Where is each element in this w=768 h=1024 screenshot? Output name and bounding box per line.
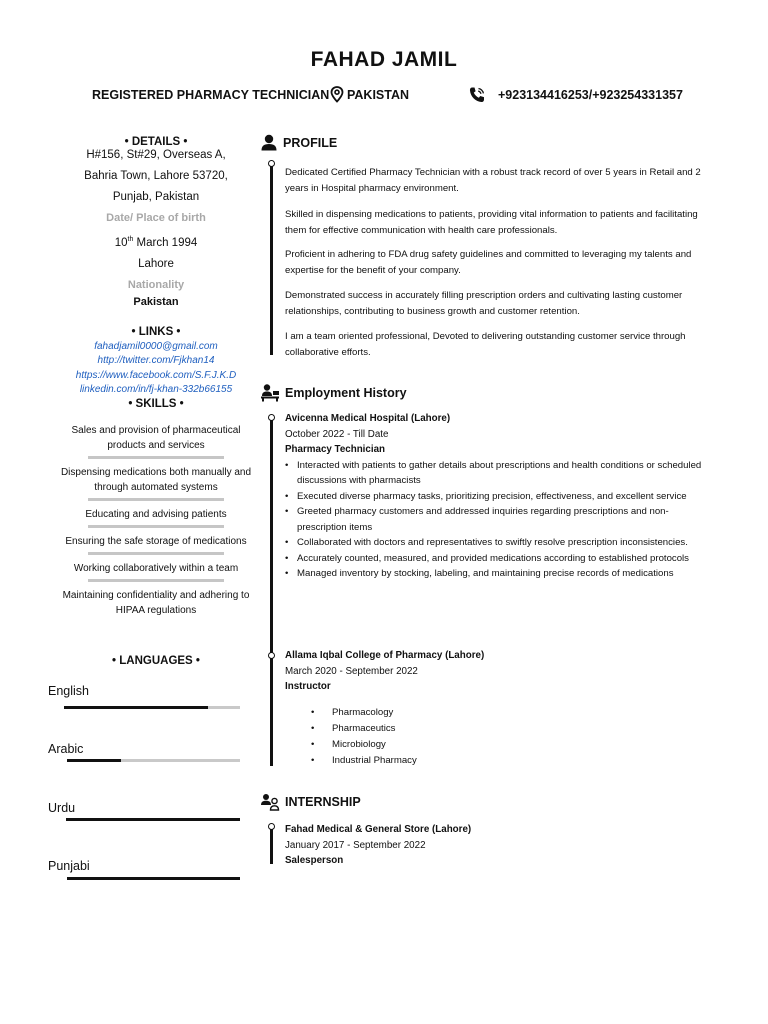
job-bullet: • Executed diverse pharmacy tasks, prioritizing precision, effectiveness, and excellent service xyxy=(285,489,705,505)
employer: Fahad Medical & General Store (Lahore) xyxy=(285,824,472,835)
language-level-fill xyxy=(66,818,240,821)
team-icon xyxy=(260,793,280,811)
job-bullet: • Industrial Pharmacy xyxy=(311,753,715,769)
profile-text xyxy=(285,165,715,360)
phone xyxy=(468,86,683,104)
skill-divider xyxy=(88,579,224,582)
skill-divider xyxy=(88,525,224,528)
timeline-line xyxy=(270,826,273,864)
job-bullet: • Managed inventory by stocking, labeling, and maintaining precise records of medications xyxy=(285,566,705,582)
job-bullet: • Accurately counted, measured, and provided medications according to established protocols xyxy=(285,551,705,567)
skill-divider xyxy=(88,456,224,459)
profile-heading: PROFILE xyxy=(260,134,337,151)
language-level-bar xyxy=(67,759,240,762)
resume-name: FAHAD JAMIL xyxy=(310,48,458,71)
job-bullet: • Pharmacology xyxy=(311,705,715,721)
languages-heading: • LANGUAGES • xyxy=(112,655,200,667)
left-column xyxy=(40,136,272,618)
job-title: Pharmacy Technician xyxy=(285,444,386,455)
person-icon xyxy=(260,134,278,151)
profile-paragraph: I am a team oriented professional, Devoted to delivering outstanding customer service through collaborative efforts. xyxy=(285,331,686,358)
job-bullet: • Pharmaceutics xyxy=(311,721,715,737)
location xyxy=(330,86,409,103)
nationality-value: Pakistan xyxy=(133,295,179,308)
internship-entry xyxy=(285,822,715,869)
location-pin-icon xyxy=(330,86,344,103)
skill-item: Ensuring the safe storage of medications xyxy=(65,535,247,547)
internship-heading: INTERNSHIP xyxy=(260,793,361,811)
phone-icon xyxy=(468,86,486,104)
timeline-dot xyxy=(268,160,275,167)
profile-paragraph: Skilled in dispensing medications to patients, providing vital information to patients and facilitating them for effective communication with health care professionals. xyxy=(285,209,698,236)
skill-divider xyxy=(88,552,224,555)
timeline-line xyxy=(270,417,273,766)
address-line: Bahria Town, Lahore 53720, xyxy=(84,170,228,182)
language-level-fill xyxy=(67,759,121,762)
language-level-fill xyxy=(67,877,240,880)
timeline-line xyxy=(270,165,273,355)
job-dates: January 2017 - September 2022 xyxy=(285,839,426,851)
language-name: Urdu xyxy=(48,801,76,815)
job-dates: March 2020 - September 2022 xyxy=(285,665,418,677)
skill-item: Maintaining confidentiality and adhering to HIPAA regulations xyxy=(62,589,250,616)
timeline-dot xyxy=(268,823,275,830)
header-info-bar xyxy=(0,86,768,106)
language-level-bar xyxy=(64,706,240,709)
skill-item: Educating and advising patients xyxy=(85,508,227,520)
twitter-link[interactable]: http://twitter.com/Fjkhan14 xyxy=(97,355,215,367)
location-text: PAKISTAN xyxy=(347,87,410,102)
job-bullet: • Interacted with patients to gather details about prescriptions and health conditions or scheduled discussions with pharmacists xyxy=(285,458,705,489)
job-bullet: • Greeted pharmacy customers and addressed inquiries regarding prescriptions and non-prescription items xyxy=(285,504,705,535)
job-role: REGISTERED PHARMACY TECHNICIAN xyxy=(92,88,330,102)
birthplace: Lahore xyxy=(138,257,174,270)
skill-item: Dispensing medications both manually and through automated systems xyxy=(60,466,252,493)
employee-desk-icon xyxy=(260,383,280,402)
linkedin-link[interactable]: linkedin.com/in/fj-khan-332b66155 xyxy=(79,384,233,396)
timeline-dot xyxy=(268,414,275,421)
profile-paragraph: Proficient in adhering to FDA drug safety guidelines and committed to leveraging my talents and expertise for the benefit of your company. xyxy=(285,249,692,276)
profile-paragraph: Demonstrated success in accurately filling prescription orders and cultivating lasting customer relationships, contributing to business growth and customer retention. xyxy=(285,290,683,317)
language-level-fill xyxy=(64,706,208,709)
employer: Avicenna Medical Hospital (Lahore) xyxy=(285,413,451,424)
job-dates: October 2022 - Till Date xyxy=(285,428,389,440)
skill-item: Sales and provision of pharmaceutical products and services xyxy=(71,424,241,451)
skills-heading: • SKILLS • xyxy=(128,397,184,410)
dob-label: Date/ Place of birth xyxy=(106,212,206,224)
email-link[interactable]: fahadjamil0000@gmail.com xyxy=(94,340,218,352)
employment-heading: Employment History xyxy=(260,383,407,402)
job-entry xyxy=(285,411,715,582)
job-title: Salesperson xyxy=(285,855,344,866)
job-bullet: • Collaborated with doctors and representatives to swiftly resolve prescription inconsistencies. xyxy=(285,535,705,551)
details-heading: • DETAILS • xyxy=(124,136,188,148)
job-bullet: • Microbiology xyxy=(311,737,715,753)
profile-paragraph: Dedicated Certified Pharmacy Technician with a robust track record of over 5 years in Retail and 2 years in Hospital pharmacy environment. xyxy=(285,167,701,194)
phone-text: +923134416253/+923254331357 xyxy=(498,88,683,102)
skill-divider xyxy=(88,498,224,501)
language-name: Arabic xyxy=(48,742,84,756)
language-level-bar xyxy=(66,818,240,821)
links-heading: • LINKS • xyxy=(131,325,181,338)
job-title: Instructor xyxy=(285,681,331,692)
language-name: English xyxy=(48,684,89,698)
nationality-label: Nationality xyxy=(127,278,185,291)
facebook-link[interactable]: https://www.facebook.com/S.F.J.K.D xyxy=(75,369,237,381)
employer: Allama Iqbal College of Pharmacy (Lahore) xyxy=(285,650,485,661)
address-line: H#156, St#29, Overseas A, xyxy=(86,149,226,161)
language-level-bar xyxy=(67,877,240,880)
job-entry xyxy=(285,648,715,769)
language-name: Punjabi xyxy=(48,859,90,873)
dob-value: 10th March 1994 xyxy=(114,236,198,249)
skill-item: Working collaboratively within a team xyxy=(73,562,239,574)
timeline-dot xyxy=(268,652,275,659)
address-line: Punjab, Pakistan xyxy=(112,191,200,203)
